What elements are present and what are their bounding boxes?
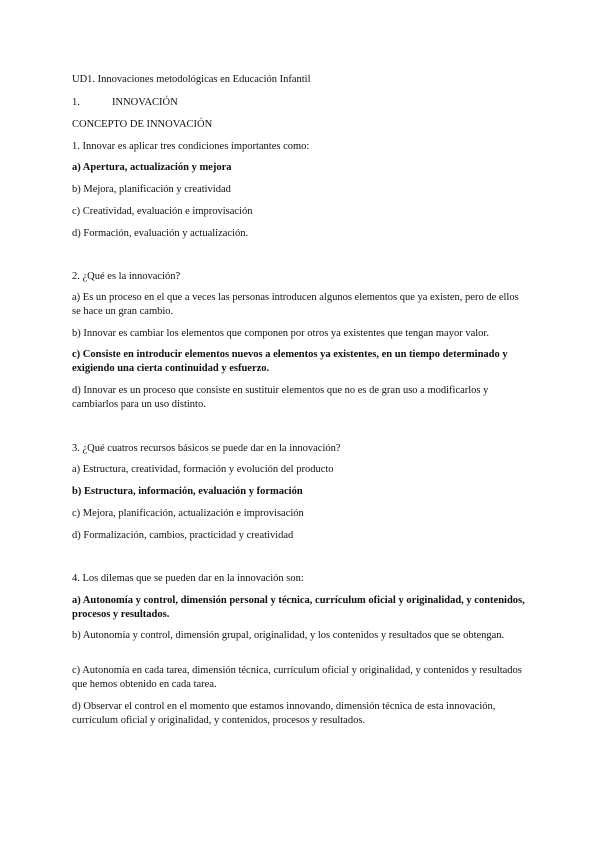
section-number: 1.	[72, 97, 80, 108]
question-3: 3. ¿Qué cuatros recursos básicos se puede dar en la innovación?	[72, 443, 341, 454]
question-4: 4. Los dilemas que se pueden dar en la innovación son:	[72, 573, 304, 584]
q3-option-b: b) Estructura, información, evaluación y formación	[72, 486, 303, 497]
q3-option-c: c) Mejora, planificación, actualización e improvisación	[72, 508, 304, 519]
q2-option-d: d) Innovar es un proceso que consiste en sustituir elementos que no es de gran uso a modificarlos y cambiarlos para un uso distinto.	[72, 385, 489, 410]
subtitle: CONCEPTO DE INNOVACIÓN	[72, 119, 213, 130]
q4-option-d: d) Observar el control en el momento que estamos innovando, dimensión técnica de esta innovación, currículum oficial y originalidad, y contenidos, procesos y resultados.	[72, 701, 496, 726]
q1-option-d: d) Formación, evaluación y actualización.	[72, 228, 249, 239]
q4-option-b: b) Autonomía y control, dimensión grupal, originalidad, y los contenidos y resultados que se obtengan.	[72, 630, 505, 641]
q2-option-c: c) Consiste en introducir elementos nuevos a elementos ya existentes, en un tiempo determinado y exigiendo una cierta continuidad y esfuerzo.	[72, 349, 508, 374]
q4-option-a: a) Autonomía y control, dimensión personal y técnica, currículum oficial y originalidad, y contenidos, procesos y resultados.	[72, 595, 525, 620]
q1-option-b: b) Mejora, planificación y creatividad	[72, 184, 231, 195]
q2-option-a: a) Es un proceso en el que a veces las personas introducen algunos elementos que ya existen, pero de ellos se hace un gran cambio.	[72, 292, 519, 317]
section-heading	[72, 96, 178, 109]
q4-option-c: c) Autonomía en cada tarea, dimensión técnica, currículum oficial y originalidad, y contenidos y resultados que hemos obtenido en cada tarea.	[72, 665, 522, 690]
unit-title: UD1. Innovaciones metodológicas en Educación Infantil	[72, 74, 311, 85]
question-1: 1. Innovar es aplicar tres condiciones importantes como:	[72, 141, 310, 152]
q3-option-d: d) Formalización, cambios, practicidad y creatividad	[72, 530, 294, 541]
q1-option-c: c) Creatividad, evaluación e improvisación	[72, 206, 253, 217]
section-title: INNOVACIÓN	[112, 97, 178, 108]
q3-option-a: a) Estructura, creatividad, formación y evolución del producto	[72, 464, 334, 475]
q2-option-b: b) Innovar es cambiar los elementos que componen por otros ya existentes que tengan mayor valor.	[72, 328, 489, 339]
q1-option-a: a) Apertura, actualización y mejora	[72, 162, 232, 173]
question-2: 2. ¿Qué es la innovación?	[72, 271, 181, 282]
